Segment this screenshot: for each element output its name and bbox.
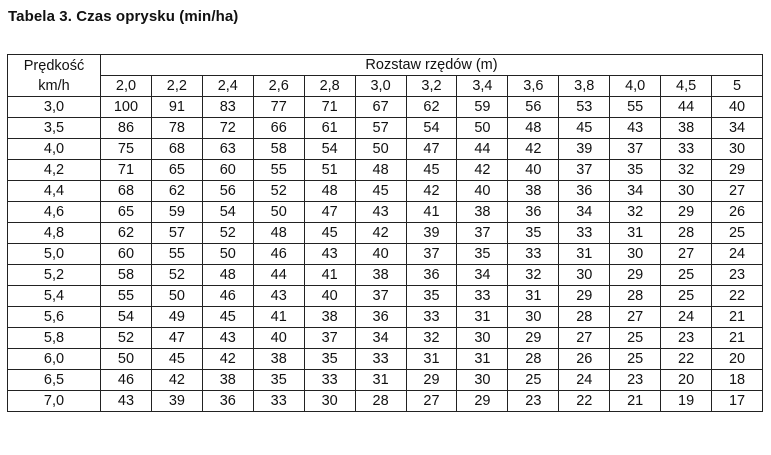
time-cell: 54 xyxy=(304,139,355,160)
table-row xyxy=(8,202,763,223)
time-cell: 71 xyxy=(304,97,355,118)
time-cell: 63 xyxy=(202,139,253,160)
time-cell: 22 xyxy=(712,286,763,307)
spray-time-table xyxy=(7,54,763,412)
time-cell: 28 xyxy=(610,286,661,307)
spacing-column-header: 2,6 xyxy=(253,76,304,97)
time-cell: 28 xyxy=(661,223,712,244)
time-cell: 29 xyxy=(457,391,508,412)
table-row xyxy=(8,286,763,307)
time-cell: 54 xyxy=(406,118,457,139)
time-cell: 33 xyxy=(457,286,508,307)
time-cell: 44 xyxy=(253,265,304,286)
time-cell: 35 xyxy=(457,244,508,265)
time-cell: 37 xyxy=(610,139,661,160)
time-cell: 19 xyxy=(661,391,712,412)
time-cell: 25 xyxy=(661,286,712,307)
time-cell: 40 xyxy=(508,160,559,181)
time-cell: 26 xyxy=(559,349,610,370)
spacing-column-header: 2,4 xyxy=(202,76,253,97)
speed-cell: 3,0 xyxy=(8,97,101,118)
table-row xyxy=(8,97,763,118)
time-cell: 58 xyxy=(253,139,304,160)
spacing-column-header: 3,4 xyxy=(457,76,508,97)
time-cell: 31 xyxy=(610,223,661,244)
time-cell: 54 xyxy=(101,307,152,328)
time-cell: 52 xyxy=(101,328,152,349)
time-cell: 27 xyxy=(712,181,763,202)
time-cell: 52 xyxy=(202,223,253,244)
header-row-group xyxy=(8,55,763,76)
time-cell: 50 xyxy=(253,202,304,223)
spacing-column-header: 4,0 xyxy=(610,76,661,97)
time-cell: 20 xyxy=(661,370,712,391)
time-cell: 34 xyxy=(559,202,610,223)
time-cell: 59 xyxy=(151,202,202,223)
time-cell: 60 xyxy=(101,244,152,265)
time-cell: 59 xyxy=(457,97,508,118)
time-cell: 20 xyxy=(712,349,763,370)
row-spacing-header: Rozstaw rzędów (m) xyxy=(101,55,763,76)
time-cell: 43 xyxy=(355,202,406,223)
time-cell: 54 xyxy=(202,202,253,223)
time-cell: 27 xyxy=(559,328,610,349)
time-cell: 36 xyxy=(202,391,253,412)
speed-cell: 5,4 xyxy=(8,286,101,307)
speed-cell: 3,5 xyxy=(8,118,101,139)
time-cell: 30 xyxy=(610,244,661,265)
time-cell: 48 xyxy=(508,118,559,139)
time-cell: 43 xyxy=(101,391,152,412)
time-cell: 39 xyxy=(151,391,202,412)
time-cell: 44 xyxy=(457,139,508,160)
time-cell: 61 xyxy=(304,118,355,139)
time-cell: 53 xyxy=(559,97,610,118)
speed-cell: 4,8 xyxy=(8,223,101,244)
time-cell: 22 xyxy=(559,391,610,412)
speed-cell: 5,0 xyxy=(8,244,101,265)
time-cell: 23 xyxy=(661,328,712,349)
table-row xyxy=(8,139,763,160)
time-cell: 23 xyxy=(508,391,559,412)
time-cell: 40 xyxy=(253,328,304,349)
time-cell: 62 xyxy=(101,223,152,244)
time-cell: 50 xyxy=(202,244,253,265)
time-cell: 29 xyxy=(406,370,457,391)
time-cell: 38 xyxy=(355,265,406,286)
speed-cell: 7,0 xyxy=(8,391,101,412)
header-row-columns xyxy=(8,76,763,97)
time-cell: 40 xyxy=(712,97,763,118)
time-cell: 39 xyxy=(406,223,457,244)
time-cell: 52 xyxy=(253,181,304,202)
table-row xyxy=(8,244,763,265)
time-cell: 35 xyxy=(304,349,355,370)
time-cell: 41 xyxy=(304,265,355,286)
time-cell: 24 xyxy=(559,370,610,391)
spacing-column-header: 4,5 xyxy=(661,76,712,97)
speed-header-unit: km/h xyxy=(38,77,70,94)
time-cell: 33 xyxy=(355,349,406,370)
time-cell: 55 xyxy=(151,244,202,265)
time-cell: 28 xyxy=(508,349,559,370)
time-cell: 50 xyxy=(457,118,508,139)
time-cell: 22 xyxy=(661,349,712,370)
time-cell: 37 xyxy=(559,160,610,181)
time-cell: 33 xyxy=(253,391,304,412)
time-cell: 23 xyxy=(610,370,661,391)
time-cell: 45 xyxy=(304,223,355,244)
spacing-column-header: 3,8 xyxy=(559,76,610,97)
time-cell: 48 xyxy=(202,265,253,286)
spacing-column-header: 5 xyxy=(712,76,763,97)
table-row xyxy=(8,160,763,181)
time-cell: 46 xyxy=(253,244,304,265)
spacing-column-header: 3,2 xyxy=(406,76,457,97)
table-row xyxy=(8,349,763,370)
time-cell: 45 xyxy=(151,349,202,370)
speed-cell: 6,0 xyxy=(8,349,101,370)
time-cell: 26 xyxy=(712,202,763,223)
time-cell: 72 xyxy=(202,118,253,139)
time-cell: 37 xyxy=(406,244,457,265)
time-cell: 45 xyxy=(202,307,253,328)
time-cell: 21 xyxy=(712,307,763,328)
table-row xyxy=(8,118,763,139)
speed-cell: 4,2 xyxy=(8,160,101,181)
time-cell: 62 xyxy=(151,181,202,202)
time-cell: 45 xyxy=(355,181,406,202)
time-cell: 38 xyxy=(304,307,355,328)
time-cell: 29 xyxy=(559,286,610,307)
time-cell: 25 xyxy=(661,265,712,286)
time-cell: 50 xyxy=(101,349,152,370)
time-cell: 25 xyxy=(712,223,763,244)
speed-cell: 5,8 xyxy=(8,328,101,349)
time-cell: 51 xyxy=(304,160,355,181)
time-cell: 33 xyxy=(406,307,457,328)
time-cell: 36 xyxy=(406,265,457,286)
time-cell: 42 xyxy=(508,139,559,160)
speed-header-label: Prędkość xyxy=(23,57,85,74)
time-cell: 23 xyxy=(712,265,763,286)
time-cell: 40 xyxy=(457,181,508,202)
table-row xyxy=(8,328,763,349)
time-cell: 36 xyxy=(355,307,406,328)
time-cell: 30 xyxy=(712,139,763,160)
time-cell: 31 xyxy=(457,349,508,370)
table-row xyxy=(8,391,763,412)
time-cell: 44 xyxy=(661,97,712,118)
time-cell: 50 xyxy=(151,286,202,307)
spacing-column-header: 3,0 xyxy=(355,76,406,97)
table-row xyxy=(8,370,763,391)
speed-cell: 4,0 xyxy=(8,139,101,160)
time-cell: 43 xyxy=(610,118,661,139)
spacing-column-header: 2,0 xyxy=(101,76,152,97)
table-row xyxy=(8,181,763,202)
time-cell: 29 xyxy=(508,328,559,349)
time-cell: 56 xyxy=(202,181,253,202)
time-cell: 40 xyxy=(304,286,355,307)
time-cell: 56 xyxy=(508,97,559,118)
time-cell: 32 xyxy=(661,160,712,181)
time-cell: 42 xyxy=(355,223,406,244)
time-cell: 33 xyxy=(508,244,559,265)
time-cell: 47 xyxy=(151,328,202,349)
time-cell: 34 xyxy=(712,118,763,139)
time-cell: 30 xyxy=(661,181,712,202)
time-cell: 42 xyxy=(151,370,202,391)
time-cell: 49 xyxy=(151,307,202,328)
table-header xyxy=(8,55,763,97)
time-cell: 31 xyxy=(355,370,406,391)
time-cell: 48 xyxy=(304,181,355,202)
time-cell: 21 xyxy=(610,391,661,412)
time-cell: 43 xyxy=(202,328,253,349)
time-cell: 77 xyxy=(253,97,304,118)
speed-column-header xyxy=(8,55,101,97)
time-cell: 46 xyxy=(202,286,253,307)
time-cell: 31 xyxy=(508,286,559,307)
spacing-column-header: 2,2 xyxy=(151,76,202,97)
time-cell: 57 xyxy=(151,223,202,244)
time-cell: 35 xyxy=(406,286,457,307)
time-cell: 31 xyxy=(559,244,610,265)
time-cell: 33 xyxy=(559,223,610,244)
time-cell: 30 xyxy=(304,391,355,412)
time-cell: 28 xyxy=(559,307,610,328)
time-cell: 30 xyxy=(508,307,559,328)
time-cell: 60 xyxy=(202,160,253,181)
time-cell: 36 xyxy=(559,181,610,202)
time-cell: 35 xyxy=(610,160,661,181)
time-cell: 39 xyxy=(559,139,610,160)
table-row xyxy=(8,307,763,328)
table-row xyxy=(8,265,763,286)
time-cell: 40 xyxy=(355,244,406,265)
time-cell: 33 xyxy=(304,370,355,391)
speed-cell: 4,6 xyxy=(8,202,101,223)
time-cell: 42 xyxy=(202,349,253,370)
time-cell: 28 xyxy=(355,391,406,412)
time-cell: 37 xyxy=(304,328,355,349)
time-cell: 25 xyxy=(508,370,559,391)
time-cell: 71 xyxy=(101,160,152,181)
time-cell: 65 xyxy=(151,160,202,181)
time-cell: 34 xyxy=(610,181,661,202)
time-cell: 45 xyxy=(406,160,457,181)
time-cell: 38 xyxy=(508,181,559,202)
time-cell: 34 xyxy=(457,265,508,286)
time-cell: 67 xyxy=(355,97,406,118)
time-cell: 31 xyxy=(457,307,508,328)
time-cell: 57 xyxy=(355,118,406,139)
time-cell: 30 xyxy=(559,265,610,286)
time-cell: 55 xyxy=(101,286,152,307)
time-cell: 30 xyxy=(457,370,508,391)
time-cell: 48 xyxy=(253,223,304,244)
time-cell: 27 xyxy=(610,307,661,328)
time-cell: 91 xyxy=(151,97,202,118)
time-cell: 58 xyxy=(101,265,152,286)
time-cell: 75 xyxy=(101,139,152,160)
time-cell: 31 xyxy=(406,349,457,370)
time-cell: 32 xyxy=(610,202,661,223)
speed-cell: 5,2 xyxy=(8,265,101,286)
spacing-column-header: 2,8 xyxy=(304,76,355,97)
time-cell: 17 xyxy=(712,391,763,412)
time-cell: 29 xyxy=(712,160,763,181)
time-cell: 68 xyxy=(101,181,152,202)
time-cell: 25 xyxy=(610,328,661,349)
spacing-column-header: 3,6 xyxy=(508,76,559,97)
time-cell: 43 xyxy=(304,244,355,265)
time-cell: 30 xyxy=(457,328,508,349)
time-cell: 47 xyxy=(304,202,355,223)
time-cell: 66 xyxy=(253,118,304,139)
time-cell: 18 xyxy=(712,370,763,391)
time-cell: 50 xyxy=(355,139,406,160)
time-cell: 27 xyxy=(406,391,457,412)
speed-cell: 6,5 xyxy=(8,370,101,391)
time-cell: 45 xyxy=(559,118,610,139)
time-cell: 86 xyxy=(101,118,152,139)
time-cell: 68 xyxy=(151,139,202,160)
time-cell: 38 xyxy=(457,202,508,223)
table-body xyxy=(8,97,763,412)
time-cell: 32 xyxy=(406,328,457,349)
time-cell: 35 xyxy=(508,223,559,244)
time-cell: 34 xyxy=(355,328,406,349)
table-title: Tabela 3. Czas oprysku (min/ha) xyxy=(8,8,239,25)
time-cell: 29 xyxy=(661,202,712,223)
time-cell: 62 xyxy=(406,97,457,118)
time-cell: 32 xyxy=(508,265,559,286)
time-cell: 43 xyxy=(253,286,304,307)
time-cell: 65 xyxy=(101,202,152,223)
time-cell: 52 xyxy=(151,265,202,286)
time-cell: 24 xyxy=(661,307,712,328)
time-cell: 24 xyxy=(712,244,763,265)
time-cell: 37 xyxy=(457,223,508,244)
time-cell: 21 xyxy=(712,328,763,349)
time-cell: 55 xyxy=(610,97,661,118)
time-cell: 55 xyxy=(253,160,304,181)
time-cell: 78 xyxy=(151,118,202,139)
time-cell: 36 xyxy=(508,202,559,223)
time-cell: 46 xyxy=(101,370,152,391)
time-cell: 38 xyxy=(661,118,712,139)
time-cell: 29 xyxy=(610,265,661,286)
time-cell: 35 xyxy=(253,370,304,391)
time-cell: 41 xyxy=(253,307,304,328)
time-cell: 37 xyxy=(355,286,406,307)
speed-cell: 4,4 xyxy=(8,181,101,202)
speed-cell: 5,6 xyxy=(8,307,101,328)
time-cell: 83 xyxy=(202,97,253,118)
time-cell: 41 xyxy=(406,202,457,223)
table-row xyxy=(8,223,763,244)
time-cell: 27 xyxy=(661,244,712,265)
time-cell: 47 xyxy=(406,139,457,160)
time-cell: 48 xyxy=(355,160,406,181)
time-cell: 100 xyxy=(101,97,152,118)
time-cell: 42 xyxy=(457,160,508,181)
time-cell: 38 xyxy=(202,370,253,391)
time-cell: 25 xyxy=(610,349,661,370)
time-cell: 38 xyxy=(253,349,304,370)
time-cell: 33 xyxy=(661,139,712,160)
time-cell: 42 xyxy=(406,181,457,202)
